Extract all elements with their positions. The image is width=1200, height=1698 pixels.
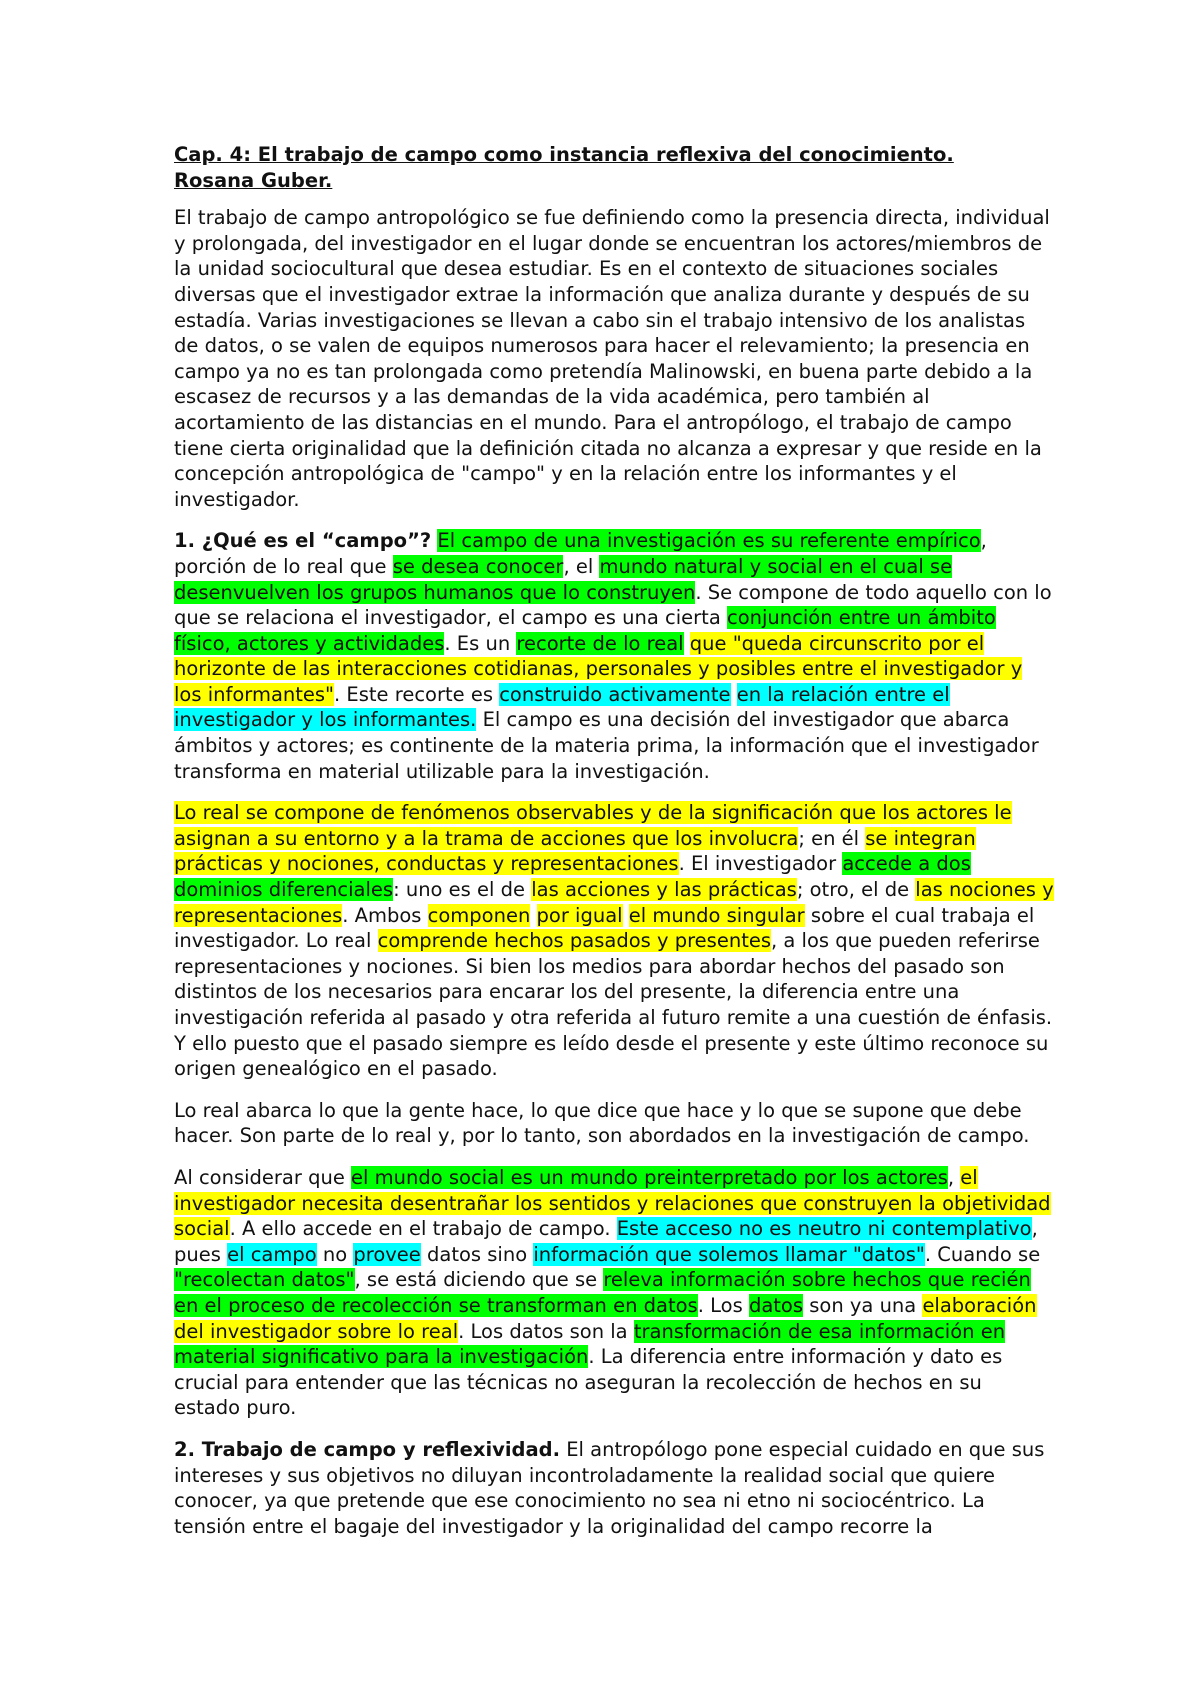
text-span: , porción de lo real que (174, 529, 987, 578)
highlight-yellow: componen (427, 903, 531, 927)
text-span: . Este recorte es (334, 682, 500, 706)
document-page (174, 142, 1054, 1555)
text-span: son ya una (803, 1293, 923, 1317)
highlight-green: recorte de lo real (516, 631, 684, 655)
highlight-yellow: que "queda circunscrito por el horizonte de las interacciones cotidianas, personales y posibles entre el investigador y los informantes" (174, 631, 1023, 706)
section-heading-2: 2. Trabajo de campo y reflexividad. (174, 1437, 561, 1461)
highlight-green: releva información sobre hechos que recién en el proceso de recolección se transforman en datos (174, 1268, 1031, 1317)
text-span (684, 632, 690, 655)
text-span: . Ambos (342, 903, 428, 927)
text-span: El campo es una decisión del investigador que abarca ámbitos y actores; es continente de la materia prima, la información que el investigador transforma en material utilizable para la investigación. (174, 708, 1039, 783)
text-span: , a los que pueden referirse representaciones y nociones. Si bien los medios para abordar hechos del pasado son distintos de los necesarios para encarar los del presente, la diferencia entre una investigación referida al pasado y otra referida al futuro remite a una cuestión de énfasis. Y ello puesto que el pasado siempre es leído desde el presente y este último reconoce su origen genealógico en el pasado. (174, 929, 1053, 1081)
highlight-cyan: el campo (227, 1242, 317, 1266)
paragraph-abarca: Lo real abarca lo que la gente hace, lo que dice que hace y lo que se supone que debe hacer. Son parte de lo real y, por lo tanto, son abordados en la investigación de campo. (174, 1098, 1030, 1148)
paragraph-reflexividad (174, 1437, 1054, 1539)
highlight-cyan: información que solemos llamar "datos" (533, 1242, 925, 1266)
text-span: Al considerar que (174, 1165, 352, 1189)
highlight-yellow: se integran prácticas y nociones, conductas y representaciones (174, 826, 976, 876)
highlight-green: se desea conocer (392, 554, 564, 578)
text-span (530, 904, 536, 927)
text-span: . A ello accede en el trabajo de campo. (229, 1217, 617, 1241)
title-line-1: Cap. 4: El trabajo de campo como instancia reflexiva del conocimiento. (174, 143, 954, 166)
text-span (731, 683, 737, 706)
text-span: ; otro, el de (796, 878, 916, 902)
highlight-green: transformación de esa información en material significativo para la investigación (174, 1319, 1006, 1369)
text-span: datos sino (420, 1242, 534, 1266)
text-span: . Es un (444, 631, 517, 655)
highlight-yellow: el investigador necesita desentrañar los sentidos y relaciones que construyen la objetividad social (174, 1165, 1051, 1241)
highlight-yellow: por igual (536, 903, 623, 927)
text-span: ; en él (798, 826, 866, 850)
highlight-green: datos (748, 1293, 804, 1317)
highlight-yellow: las acciones y las prácticas (531, 878, 797, 902)
text-span: . La diferencia entre información y dato es crucial para entender que las técnicas no aseguran la recolección de hechos en su estado puro. (174, 1345, 1003, 1420)
highlight-yellow: comprende hechos pasados y presentes (377, 929, 771, 953)
text-span: . El investigador (678, 852, 843, 876)
section-heading-1: 1. ¿Qué es el “campo”? (174, 529, 432, 553)
text-span: no (316, 1242, 354, 1266)
highlight-green: "recolectan datos" (174, 1268, 355, 1292)
title-line-2: Rosana Guber. (174, 168, 333, 192)
text-span (623, 904, 629, 927)
text-span: El antropólogo pone especial cuidado en que sus intereses y sus objetivos no diluyan incontroladamente la realidad social que quiere conocer, ya que pretende que ese conocimiento no sea ni etno ni sociocéntrico. La tensión entre el bagaje del investigador y la originalidad del campo recorre la (174, 1437, 1045, 1538)
highlight-cyan: en la relación entre el investigador y los informantes. (174, 682, 950, 732)
text-span: . Cuando se (924, 1242, 1041, 1266)
text-span: . Se compone de todo aquello con lo que se relaciona el investigador, el campo es una cierta (174, 580, 1052, 630)
highlight-yellow: el mundo singular (628, 903, 805, 927)
highlight-yellow: las nociones y representaciones (174, 878, 1054, 927)
paragraph-campo (174, 528, 1054, 784)
highlight-green: conjunción entre un ámbito físico, actores y actividades (174, 606, 996, 655)
text-span: : uno es el de (393, 878, 532, 902)
paragraph-lo-real (174, 800, 1054, 1082)
highlight-green: mundo natural y social en el cual se desenvuelven los grupos humanos que lo construyen (174, 554, 953, 604)
text-span: . Los (697, 1293, 749, 1317)
text-span: , el (563, 554, 600, 578)
text-span: , se está diciendo que se (354, 1268, 604, 1292)
paragraph-mundo-social (174, 1165, 1054, 1421)
text-span: sobre el cual trabaja el investigador. Lo real (174, 903, 1035, 953)
highlight-yellow: elaboración del investigador sobre lo real (174, 1293, 1037, 1343)
highlight-cyan: Este acceso no es neutro ni contemplativo (616, 1217, 1032, 1241)
text-span: . Los datos son la (458, 1319, 634, 1343)
highlight-green: El campo de una investigación es su referente empírico (437, 529, 981, 553)
text-span: , (947, 1165, 961, 1189)
paragraph-intro: El trabajo de campo antropológico se fue definiendo como la presencia directa, individual y prolongada, del investigador en el lugar donde se encuentran los actores/miembros de la unidad sociocultural que desea estudiar. Es en el contexto de situaciones sociales diversas que el investigador extrae la información que analiza durante y después de su estadía. Varias investigaciones se llevan a cabo sin el trabajo intensivo de los analistas de datos, o se valen de equipos numerosos para hacer el relevamiento; la presencia en campo ya no es tan prolongada como pretendía Malinowski, en buena parte debido a la escasez de recursos y a las demandas de la vida académica, pero también al acortamiento de las distancias en el mundo. Para el antropólogo, el trabajo de campo tiene cierta originalidad que la definición citada no alcanza a expresar y que reside en la concepción antropológica de "campo" y en la relación entre los informantes y el investigador. (174, 206, 1050, 511)
highlight-green: accede a dos dominios diferenciales (174, 852, 971, 902)
highlight-cyan: provee (353, 1242, 421, 1266)
text-span: , pues (174, 1217, 1038, 1266)
highlight-yellow: Lo real se compone de fenómenos observables y de la significación que los actores le asignan a su entorno y a la trama de acciones que los involucra (174, 801, 1012, 850)
highlight-green: el mundo social es un mundo preinterpretado por los actores (351, 1165, 948, 1189)
document-title (174, 142, 1054, 193)
highlight-cyan: construido activamente (499, 682, 731, 706)
